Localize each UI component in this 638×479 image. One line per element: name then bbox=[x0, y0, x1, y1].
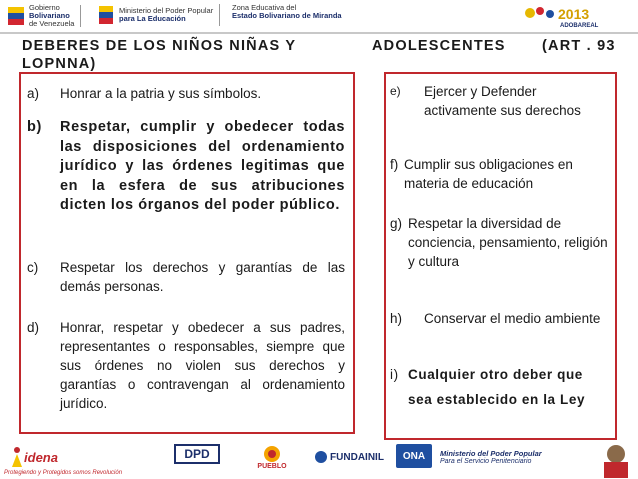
ona-label: ONA bbox=[402, 450, 426, 462]
logo-pueblo bbox=[250, 442, 294, 472]
logo-ministerio-penitenciario bbox=[440, 442, 590, 472]
dpd-label: DPD bbox=[184, 447, 210, 461]
item-text: Ejercer y Defender activamente sus derechos bbox=[424, 84, 581, 118]
item-label: d) bbox=[27, 320, 40, 335]
title-part3: (ART . 93 bbox=[542, 38, 616, 54]
item-text: Respetar la diversidad de conciencia, pensamiento, religión y cultura bbox=[408, 216, 608, 269]
item-text: Cualquier otro deber que sea establecido en la Ley bbox=[408, 367, 586, 407]
portrait-icon bbox=[598, 440, 634, 478]
logo-dpd bbox=[174, 444, 220, 464]
logo-zona-educativa bbox=[232, 4, 342, 20]
ministerio-flag-icon bbox=[96, 4, 116, 26]
title-part4: LOPNNA) bbox=[22, 56, 97, 72]
right-duties-box bbox=[384, 72, 617, 440]
item-text: Conservar el medio ambiente bbox=[424, 311, 601, 326]
logo-ministerio-line2: para La Educación bbox=[119, 14, 186, 23]
idena-figure-icon bbox=[10, 446, 24, 468]
logo-zona-line1: Zona Educativa del bbox=[232, 3, 297, 12]
item-text: Cumplir sus obligaciones en materia de educación bbox=[404, 157, 573, 191]
logo-gobierno-line3: de Venezuela bbox=[29, 19, 75, 28]
badge-year: 2013 bbox=[558, 6, 590, 22]
logo-gobierno-line1: Gobierno bbox=[29, 3, 60, 12]
fundainil-emblem-icon bbox=[314, 450, 328, 464]
left-duties-box bbox=[19, 72, 355, 434]
header-banner bbox=[0, 0, 638, 34]
logo-idena bbox=[4, 442, 64, 472]
item-label: a) bbox=[27, 86, 40, 101]
logo-ministerio-line1: Ministerio del Poder Popular bbox=[119, 6, 214, 15]
logo-ministerio bbox=[96, 4, 223, 26]
pueblo-emblem-icon bbox=[261, 445, 283, 463]
item-label: i) bbox=[390, 367, 399, 382]
logo-divider bbox=[80, 5, 81, 27]
item-label: f) bbox=[390, 157, 399, 172]
item-text: Honrar a la patria y sus símbolos. bbox=[60, 86, 262, 101]
item-text: Respetar los derechos y garantías de las demás personas. bbox=[60, 260, 345, 294]
badge-2013-icon bbox=[518, 3, 618, 29]
idena-subtitle: Protegiendo y Protegidos somos Revolución bbox=[4, 470, 123, 476]
logo-divider bbox=[219, 4, 220, 26]
ministerio-pen-line2: Para el Servicio Penitenciario bbox=[440, 458, 532, 465]
ministerio-pen-line1: Ministerio del Poder Popular bbox=[440, 449, 542, 458]
item-text: Respetar, cumplir y obedecer todas las disposiciones del ordenamiento jurídico y las órdenes legitimas que en la esfera de sus atribuciones dicten los órganos del poder público. bbox=[60, 119, 345, 213]
logo-ona bbox=[396, 444, 432, 468]
footer-banner bbox=[0, 440, 638, 479]
item-text: Honrar, respetar y obedecer a sus padres, representantes o responsables, siempre que sus órdenes no violen sus derechos y garantías o contravengan al ordenamiento jurídico. bbox=[60, 320, 345, 411]
item-label: e) bbox=[390, 84, 401, 98]
badge-label: ADOBAREAL bbox=[560, 23, 599, 29]
logo-gobierno-line2: Bolivariano bbox=[29, 11, 70, 20]
pueblo-label: PUEBLO bbox=[257, 462, 287, 470]
idena-label: idena bbox=[24, 449, 58, 465]
item-label: h) bbox=[390, 311, 403, 326]
item-label: b) bbox=[27, 119, 42, 135]
logo-fundainil bbox=[305, 442, 393, 472]
title-part2: ADOLESCENTES bbox=[372, 38, 506, 54]
venezuela-flag-icon bbox=[6, 5, 26, 27]
header-divider bbox=[0, 32, 638, 34]
item-label: g) bbox=[390, 216, 403, 231]
title-part1: DEBERES DE LOS NIÑOS NIÑAS Y bbox=[22, 38, 297, 54]
logo-zona-line2: Estado Bolivariano de Miranda bbox=[232, 11, 342, 20]
item-label: c) bbox=[27, 260, 39, 275]
fundainil-label: FUNDAINIL bbox=[330, 451, 384, 463]
logo-gobierno bbox=[6, 4, 84, 28]
